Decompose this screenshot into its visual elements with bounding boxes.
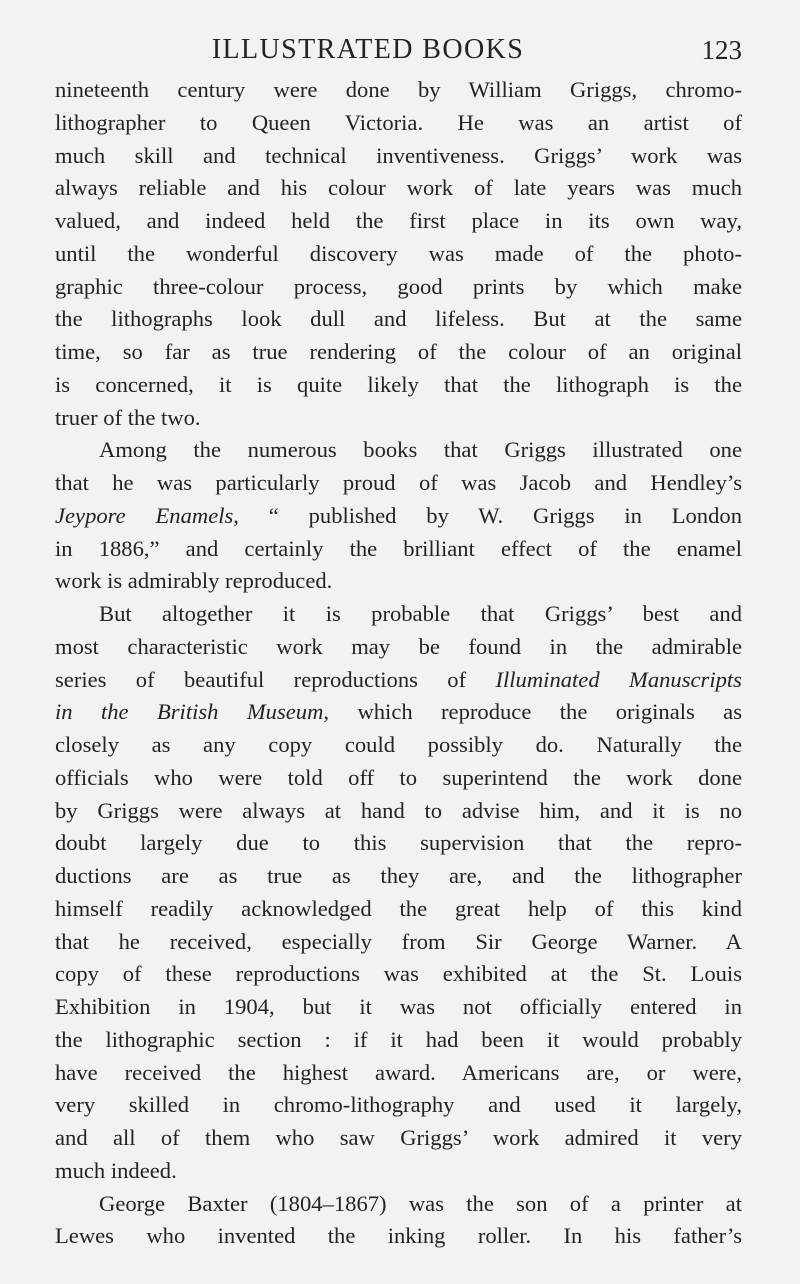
line-segment: , “ published by W. Griggs in London	[233, 502, 742, 528]
text-line: graphic three-colour process, good prints by which make	[55, 273, 742, 299]
text-line: have received the highest award. Americans are, or were,	[55, 1059, 742, 1085]
text-line: much skill and technical inventiveness. Griggs’ work was	[55, 142, 742, 168]
text-line: the lithographs look dull and lifeless. But at the same	[55, 306, 742, 332]
text-line: Among the numerous books that Griggs illustrated one	[99, 437, 742, 463]
text-line: Lewes who invented the inking roller. In his father’s	[55, 1223, 742, 1249]
text-line-mixed	[55, 664, 742, 697]
text-line: officials who were told off to superintend the work done	[55, 764, 742, 790]
text-line: the lithographic section : if it had been it would probably	[55, 1026, 742, 1052]
text-line: himself readily acknowledged the great help of this kind	[55, 895, 742, 921]
text-line: time, so far as true rendering of the colour of an original	[55, 339, 742, 364]
book-title-italic: in the British Museum	[55, 699, 324, 725]
text-line: that he was particularly proud of was Jacob and Hendley’s	[55, 470, 742, 495]
text-line: But altogether it is probable that Griggs’ best and	[99, 601, 742, 626]
running-title: ILLUSTRATED BOOKS	[211, 34, 525, 65]
text-line: much indeed.	[55, 1157, 177, 1183]
text-line: copy of these reproductions was exhibited at the St. Louis	[55, 961, 742, 987]
text-line: closely as any copy could possibly do. Naturally the	[55, 732, 742, 757]
text-line: very skilled in chromo-lithography and used it largely,	[55, 1092, 742, 1118]
text-line-mixed	[55, 500, 742, 533]
text-line: nineteenth century were done by William Griggs, chromo-	[55, 77, 742, 102]
text-line: George Baxter (1804–1867) was the son of a printer at	[99, 1190, 742, 1216]
text-line-mixed	[55, 696, 742, 729]
text-line: work is admirably reproduced.	[55, 568, 333, 594]
text-line: and all of them who saw Griggs’ work admired it very	[55, 1125, 742, 1150]
book-title-italic: Jeypore Enamels	[55, 502, 234, 528]
text-line: most characteristic work may be found in the admirable	[55, 633, 742, 659]
line-segment: series of beautiful reproductions of	[55, 666, 496, 692]
book-title-italic: Illuminated Manuscripts	[495, 666, 742, 692]
text-line: that he received, especially from Sir George Warner. A	[55, 928, 742, 954]
text-line: Exhibition in 1904, but it was not officially entered in	[55, 994, 742, 1019]
page-number: 123	[701, 35, 742, 65]
text-line: always reliable and his colour work of late years was much	[55, 175, 742, 201]
text-line: ductions are as true as they are, and the lithographer	[55, 863, 742, 888]
line-segment: , which reproduce the originals as	[323, 699, 742, 725]
text-line: lithographer to Queen Victoria. He was an artist of	[55, 109, 742, 135]
text-line: until the wonderful discovery was made of the photo-	[55, 240, 742, 266]
text-line: valued, and indeed held the first place in its own way,	[55, 208, 742, 233]
text-line: is concerned, it is quite likely that the lithograph is the	[55, 371, 742, 397]
text-line: doubt largely due to this supervision that the repro-	[55, 830, 742, 856]
text-line: by Griggs were always at hand to advise him, and it is no	[55, 797, 742, 823]
running-head	[0, 30, 800, 70]
body-text	[55, 74, 742, 1253]
text-line: truer of the two.	[55, 404, 201, 430]
text-line: in 1886,” and certainly the brilliant effect of the enamel	[55, 535, 742, 561]
